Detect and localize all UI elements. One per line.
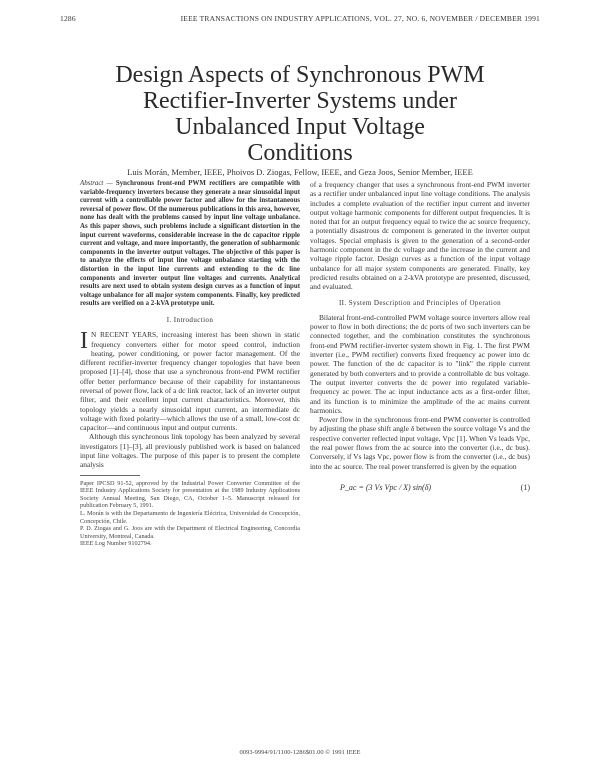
title-line-3: Unbalanced Input Voltage [175, 114, 425, 140]
equation-1 [310, 479, 530, 501]
footnote-affiliation-1: L. Morán is with the Departamento de Ingeniería Eléctrica, Universidad de Concepción, Concepción, Chile. [80, 510, 300, 525]
title-line-1: Design Aspects of Synchronous PWM [115, 62, 485, 88]
equation-number: (1) [520, 482, 530, 492]
system-paragraph-1: Bilateral front-end-controlled PWM voltage source inverters allow real power to flow in both directions; the dc ports of two such inverters can be connected together, and the combination constitutes the synchronous front-end PWM rectifier-inverter system shown in Fig. 1. The first PWM inverter (i.e., PWM rectifier) converts fixed frequency ac power into dc power. The function of the dc capacitor is to "link" the ripple current generated by both converters and to provide a controllable dc bus voltage. The output inverter converts the dc power into regulated variable-frequency ac power. The ac input inductance acts as a first-order filter, and its function is to minimize the amplitude of the ac mains current harmonics. [310, 312, 530, 415]
intro-continuation: of a frequency changer that uses a synchronous front-end PWM inverter as a rectifier under unbalanced input line voltage conditions. The analysis includes a complete evaluation of the rectifier input current and inverter output voltage harmonic components for different output frequencies. It is noted that for an output frequency equal to twice the ac source frequency, a potentially disastrous dc component is generated in the inverter output voltages. Special emphasis is given to the generation of a second-order harmonic component in the dc voltage and the increase in the current and voltage ripple factor. Design curves as a function of the input voltage unbalance for all major system components are generated. Finally, key predicted results obtained on a 2-kVA prototype are presented, discussed, and evaluated. [310, 180, 530, 292]
abstract-text: Synchronous front-end PWM rectifiers are compatible with variable-frequency inverters because they generate a near sinusoidal input current with a controllable power factor and allow for the instantaneous reversal of power flow. Of the numerous publications in this area, however, none has dealt with the problems caused by input line voltage unbalance. As this paper shows, such problems include a significant distortion in the input current waveforms, considerable increase in the dc capacitor ripple current and voltage, and more importantly, the generation of subharmonic components in the inverter output voltages. The objective of this paper is to analyze the effects of input line voltage unbalance starting with the distortion in the input line currents and extending to the dc line components and inverter output line voltages and currents. Analytical results are next used to obtain system design curves as a function of input voltage unbalance for all major system components. Finally, key predicted results are verified on a 2-kVA prototype unit. [80, 180, 300, 308]
abstract [80, 180, 300, 309]
running-header [60, 14, 540, 26]
intro-paragraph-2: Although this synchronous link topology has been analyzed by several investigators [1]–[3], all previously published work is based on balanced input line voltages. The purpose of this paper is to present the complete analysis [80, 432, 300, 470]
page-number: 1286 [60, 14, 76, 23]
copyright-line: 0093-9994/91/1100-1286$01.00 © 1991 IEEE [239, 749, 361, 756]
intro-paragraph-1-text: N RECENT YEARS, increasing interest has been shown in static frequency converters either for motor speed control, induction heating, power conditioning, or power factor management. Of the different rectifier-inverter frequency changer topologies that have been proposed [1]–[4], those that use a synchronous front-end PWM rectifier offer better performance because of their capability for instantaneous reversal of power flow, lack of a dc link reactor, lack of an inverter output filter, and their excellent input current characteristics. Moreover, this topology yields a nearly sinusoidal input current, an intermediate dc voltage with fixed polarity—which allows the use of a small, low-cost dc capacitor—and continuous input and output currents. [80, 330, 300, 433]
right-column [310, 180, 530, 501]
author-line: Luis Morán, Member, IEEE, Phoivos D. Ziogas, Fellow, IEEE, and Geza Joos, Senior Member, IEEE [127, 167, 473, 177]
footnote-ieee-log: IEEE Log Number 9102794. [80, 540, 152, 548]
footnote-affiliation-2: P. D. Ziogas and G. Joos are with the Department of Electrical Engineering, Concordia University, Montreal, Canada. [80, 525, 300, 540]
intro-paragraph-1 [80, 330, 300, 432]
abstract-lead: Abstract — [80, 180, 113, 187]
footnote-manuscript: Paper IPCSD 91-52, approved by the Industrial Power Converter Committee of the IEEE Industry Applications Society for presentation at the 1989 Industry Applications Society Annual Meeting, San Diego, CA, October 1–5. Manuscript released for publication February 5, 1991. [80, 479, 300, 510]
drop-cap: I [80, 328, 88, 355]
running-title: IEEE TRANSACTIONS ON INDUSTRY APPLICATIONS, VOL. 27, NO. 6, NOVEMBER / DECEMBER 1991 [180, 14, 540, 23]
title-line-4: Conditions [247, 140, 353, 166]
title-line-2: Rectifier-Inverter Systems under [142, 88, 458, 114]
paper-title [60, 62, 540, 166]
footnote-divider [80, 475, 140, 476]
section-heading-introduction: I. Introduction [166, 315, 214, 324]
equation-body: P_ac = (3 Vs Vpc / X) sin(δ) [340, 482, 432, 492]
system-paragraph-2: Power flow in the synchronous front-end PWM converter is controlled by adjusting the phase shift angle δ between the source voltage Vs and the respective converter reflected input voltage, Vpc [1]. When Vs leads Vpc, the real power flows from the ac source into the converter (i.e., dc bus). Conversely, if Vs lags Vpc, power flow is from the converter (i.e., dc bus) into the ac source. The real power transferred is given by the equation [310, 415, 530, 471]
left-column [80, 180, 300, 548]
section-heading-system-description: II. System Description and Principles of Operation [338, 298, 502, 307]
